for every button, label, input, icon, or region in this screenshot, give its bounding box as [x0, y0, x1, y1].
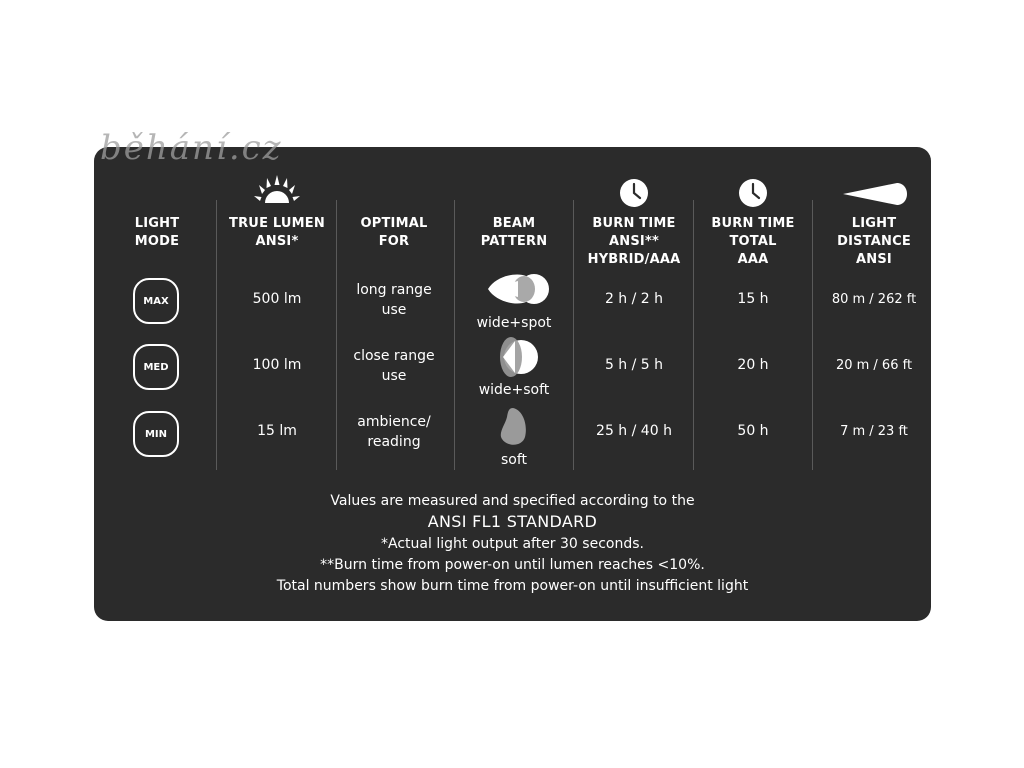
column-burn-time-total	[693, 147, 813, 471]
header-burn-time-total: BURN TIME TOTAL AAA	[711, 216, 795, 267]
footer-note-line-1: Values are measured and specified according to the	[330, 493, 695, 509]
column-burn-time-ansi	[574, 147, 694, 471]
watermark-logo: běhání.cz	[100, 128, 283, 168]
beam-soft-icon	[497, 405, 531, 449]
optimal-min: ambience/ reading	[357, 414, 431, 450]
burn-total-min: 50 h	[737, 423, 769, 439]
sun-icon	[252, 173, 302, 205]
header-burn-time-ansi: BURN TIME ANSI** HYBRID/AAA	[587, 216, 681, 267]
header-beam-pattern: BEAM PATTERN	[480, 216, 548, 249]
burn-ansi-min: 25 h / 40 h	[596, 423, 672, 439]
beam-label-min: soft	[500, 452, 528, 468]
beam-wide-spot-icon	[478, 269, 550, 309]
burn-ansi-max: 2 h / 2 h	[604, 291, 664, 307]
beam-wide-soft-icon	[489, 335, 539, 379]
burn-ansi-med: 5 h / 5 h	[604, 357, 664, 373]
burn-total-med: 20 h	[737, 357, 769, 373]
distance-max: 80 m / 262 ft	[831, 292, 917, 307]
light-beam-icon	[839, 181, 909, 207]
clock-icon	[738, 178, 768, 208]
mode-badge-max: MAX	[133, 278, 179, 324]
footer-note-line-4: Total numbers show burn time from power-on until insufficient light	[276, 578, 749, 594]
burn-total-max: 15 h	[737, 291, 769, 307]
column-light-distance	[814, 147, 934, 471]
header-true-lumen: TRUE LUMEN ANSI*	[229, 216, 325, 249]
beam-label-med: wide+soft	[478, 382, 550, 398]
mode-badge-min: MIN	[133, 411, 179, 457]
optimal-med: close range use	[353, 348, 435, 384]
optimal-max: long range use	[356, 282, 432, 318]
distance-min: 7 m / 23 ft	[840, 424, 908, 439]
column-true-lumen	[217, 147, 337, 471]
spec-table-panel	[94, 147, 931, 621]
distance-med: 20 m / 66 ft	[835, 358, 913, 373]
beam-label-max: wide+spot	[476, 315, 552, 331]
footer-standard-title: ANSI FL1 STANDARD	[427, 512, 598, 531]
lumen-med: 100 lm	[252, 357, 302, 373]
column-light-mode	[97, 147, 217, 471]
clock-icon	[619, 178, 649, 208]
footer-note-line-2: *Actual light output after 30 seconds.	[381, 536, 644, 552]
mode-badge-med: MED	[133, 344, 179, 390]
column-divider	[812, 200, 813, 470]
column-beam-pattern	[454, 147, 574, 471]
footer-note-line-3: **Burn time from power-on until lumen reaches <10%.	[320, 557, 705, 573]
column-optimal-for	[334, 147, 454, 471]
lumen-min: 15 lm	[257, 423, 297, 439]
header-optimal-for: OPTIMAL FOR	[360, 216, 428, 249]
header-light-mode: LIGHT MODE	[134, 216, 180, 249]
lumen-max: 500 lm	[252, 291, 302, 307]
header-light-distance: LIGHT DISTANCE ANSI	[837, 216, 911, 267]
